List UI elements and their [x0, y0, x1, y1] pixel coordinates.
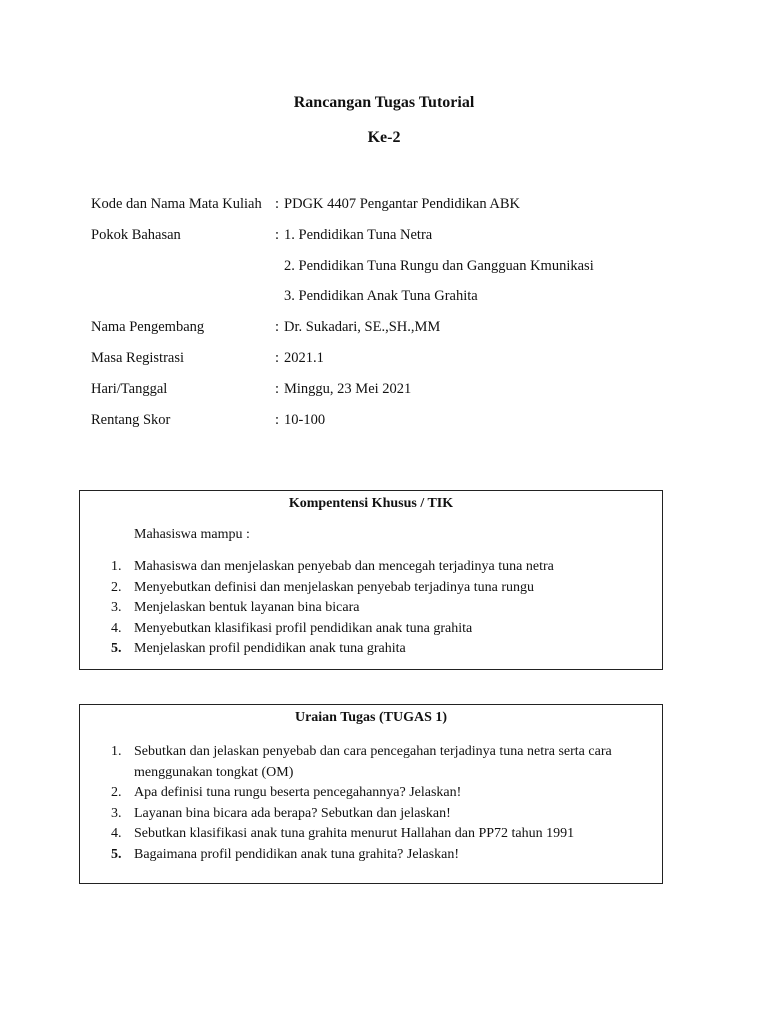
list-text: Menyebutkan definisi dan menjelaskan penyebab terjadinya tuna rungu — [134, 579, 535, 595]
info-value: 10-100 — [284, 412, 326, 428]
list-item — [80, 783, 662, 804]
list-number: 5. — [111, 846, 122, 862]
kompetensi-title: Kompentensi Khusus / TIK — [288, 496, 454, 511]
info-separator: : — [275, 381, 280, 397]
list-number: 3. — [111, 600, 122, 615]
list-item — [80, 578, 662, 599]
list-number: 3. — [111, 805, 122, 821]
list-number: 1. — [111, 744, 122, 759]
list-text: Menjelaskan profil pendidikan anak tuna grahita — [134, 641, 406, 656]
list-text: Menjelaskan bentuk layanan bina bicara — [134, 600, 360, 615]
info-label: Hari/Tanggal — [91, 381, 168, 397]
info-label: Masa Registrasi — [91, 350, 185, 366]
info-value: Minggu, 23 Mei 2021 — [284, 381, 412, 397]
info-value: Dr. Sukadari, SE.,SH.,MM — [284, 319, 441, 335]
info-separator: : — [275, 350, 280, 366]
kompetensi-box — [79, 490, 663, 670]
kompetensi-intro: Mahasiswa mampu : — [134, 527, 250, 542]
info-separator: : — [275, 227, 280, 243]
list-item — [80, 845, 662, 866]
list-number: 2. — [111, 579, 122, 595]
info-value: 2. Pendidikan Tuna Rungu dan Gangguan Kmunikasi — [284, 258, 594, 274]
list-text: Bagaimana profil pendidikan anak tuna grahita? Jelaskan! — [134, 846, 459, 862]
list-item — [80, 619, 662, 640]
list-item — [80, 824, 662, 845]
tugas-title: Uraian Tugas (TUGAS 1) — [294, 710, 448, 725]
info-separator: : — [275, 412, 280, 428]
info-separator: : — [275, 196, 280, 212]
info-separator: : — [275, 319, 280, 335]
list-text: Sebutkan klasifikasi anak tuna grahita menurut Hallahan dan PP72 tahun 1991 — [134, 826, 575, 841]
list-text: Mahasiswa dan menjelaskan penyebab dan mencegah terjadinya tuna netra — [134, 559, 554, 574]
info-value: 3. Pendidikan Anak Tuna Grahita — [284, 288, 478, 304]
list-number: 4. — [111, 620, 122, 636]
list-item — [80, 639, 662, 660]
document-title: Rancangan Tugas Tutorial — [293, 94, 475, 111]
list-number: 4. — [111, 826, 122, 841]
list-text: Layanan bina bicara ada berapa? Sebutkan dan jelaskan! — [134, 805, 451, 821]
info-value: PDGK 4407 Pengantar Pendidikan ABK — [284, 196, 521, 212]
list-text: Apa definisi tuna rungu beserta pencegahannya? Jelaskan! — [134, 785, 462, 800]
list-text: Sebutkan dan jelaskan penyebab dan cara pencegahan terjadinya tuna netra serta cara menggunakan tongkat (OM) — [134, 744, 612, 780]
list-number: 1. — [111, 559, 122, 574]
list-item — [80, 557, 662, 578]
list-text: Menyebutkan klasifikasi profil pendidikan anak tuna grahita — [134, 620, 473, 636]
info-label: Rentang Skor — [91, 412, 171, 428]
list-item — [80, 742, 662, 783]
tugas-list — [80, 742, 662, 865]
list-number: 2. — [111, 785, 122, 800]
info-label: Pokok Bahasan — [91, 227, 181, 243]
list-number: 5. — [111, 641, 122, 656]
kompetensi-list — [80, 557, 662, 660]
document-subtitle: Ke-2 — [367, 129, 401, 146]
info-label: Kode dan Nama Mata Kuliah — [91, 196, 262, 212]
tugas-box — [79, 704, 663, 884]
list-item — [80, 804, 662, 825]
info-value: 1. Pendidikan Tuna Netra — [284, 227, 433, 243]
info-value: 2021.1 — [284, 350, 324, 366]
list-item — [80, 598, 662, 619]
info-label: Nama Pengembang — [91, 319, 205, 335]
